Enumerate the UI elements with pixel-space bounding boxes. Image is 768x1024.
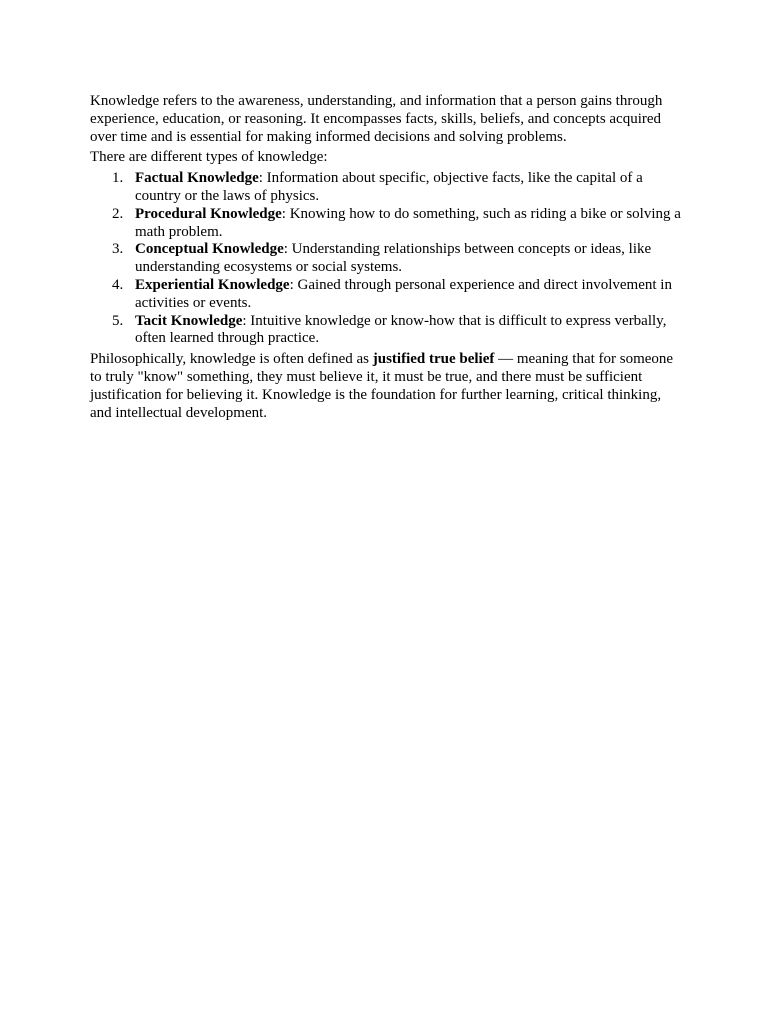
list-item — [112, 241, 682, 277]
list-description: : Information about specific, objective facts, like the capital of a country or the laws of physics. — [135, 170, 643, 204]
knowledge-types-list — [90, 170, 682, 348]
list-item — [112, 276, 682, 313]
list-term: Experiential Knowledge — [135, 276, 290, 293]
closing-text-before: Philosophically, knowledge is often defined as — [90, 351, 373, 368]
intro-paragraph: Knowledge refers to the awareness, understanding, and information that a person gains through experience, education, or reasoning. It encompasses facts, skills, beliefs, and concepts acquired over time and is essential for making informed decisions and solving problems. — [90, 93, 663, 145]
closing-text-after: — meaning that for someone to truly "know" something, they must believe it, it must be true, and there must be sufficient justification for believing it. Knowledge is the foundation for further learning, critical thinking, and intellectual development. — [90, 351, 674, 421]
list-number: 5. — [112, 312, 124, 329]
list-item — [112, 170, 682, 206]
types-heading: There are different types of knowledge: — [90, 149, 328, 166]
list-item — [112, 312, 682, 349]
list-number: 1. — [112, 170, 124, 187]
list-term: Tacit Knowledge — [135, 312, 243, 329]
list-description: : Intuitive knowledge or know-how that is difficult to express verbally, often learned through practice. — [135, 312, 667, 347]
list-item — [112, 205, 682, 242]
list-description: : Gained through personal experience and direct involvement in activities or events. — [135, 276, 672, 311]
list-description: : Understanding relationships between concepts or ideas, like understanding ecosystems or social systems. — [135, 241, 652, 276]
list-term: Procedural Knowledge — [135, 205, 282, 222]
list-term: Factual Knowledge — [135, 170, 259, 187]
list-number: 2. — [112, 205, 124, 222]
closing-paragraph — [90, 351, 682, 422]
list-description: : Knowing how to do something, such as riding a bike or solving a math problem. — [135, 205, 681, 240]
list-number: 4. — [112, 276, 124, 293]
document-body — [90, 93, 682, 425]
list-term: Conceptual Knowledge — [135, 241, 284, 258]
list-number: 3. — [112, 241, 124, 258]
closing-bold-phrase: justified true belief — [372, 351, 495, 368]
